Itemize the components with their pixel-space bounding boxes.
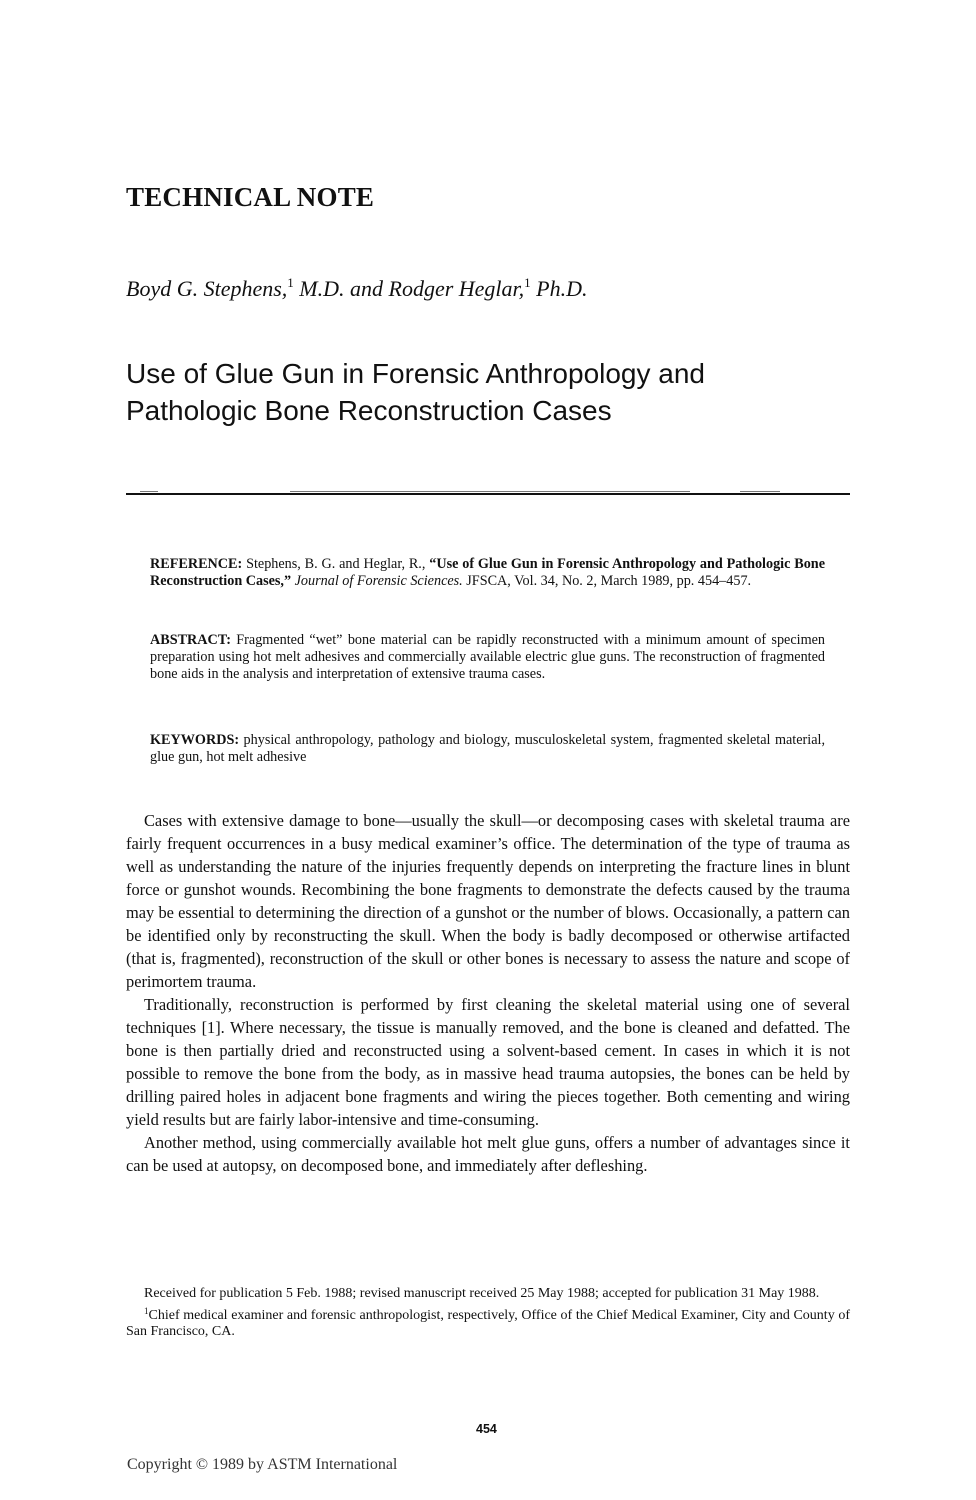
abstract-text: Fragmented “wet” bone material can be rapidly reconstructed with a minimum amount of specimen preparation using hot melt adhesives and commercially available electric glue guns. The reconstruction of fragmented bone aids in the analysis and interpretation of extensive trauma cases. (150, 632, 825, 682)
body-paragraph: Cases with extensive damage to bone—usually the skull—or decomposing cases with skeletal trauma are fairly frequent occurrences in a busy medical examiner’s office. The determination of the type of trauma as well as understanding the nature of the injuries frequently depends on interpreting the fracture lines in blunt force or gunshot wounds. Recombining the bone fragments to demonstrate the defects caused by the trauma may be essential to determining the direction of a gunshot or the number of blows. Occasionally, a pattern can be identified only by reconstructing the skull. When the body is badly decomposed or otherwise artifacted (that is, fragmented), reconstruction of the skull or other bones is necessary to assess the nature and scope of perimortem trauma. (126, 811, 850, 991)
received-note: Received for publication 5 Feb. 1988; revised manuscript received 25 May 1988; accepted for publication 31 May 1988. (144, 1286, 820, 1301)
page-number: 454 (476, 1422, 497, 1436)
keywords-text: physical anthropology, pathology and biology, musculoskeletal system, fragmented skeletal material, glue gun, hot melt adhesive (150, 732, 825, 765)
reference-title: “Use of Glue Gun in Forensic Anthropology and Pathologic Bone Reconstruction Cases,” (150, 556, 825, 589)
divider-artifact (140, 491, 158, 492)
title-divider (126, 493, 850, 495)
keywords-label: KEYWORDS: (150, 732, 240, 748)
keywords-block (150, 732, 825, 766)
author-2-name: Rodger Heglar, (388, 276, 525, 301)
author-2-degree: Ph.D. (530, 276, 588, 301)
article-title (126, 355, 846, 429)
body-paragraph: Traditionally, reconstruction is performed by first cleaning the skeletal material using one of several techniques [1]. Where necessary, the tissue is manually removed, and the bone is cleaned and defatted. The bone is then partially dried and reconstructed using a solvent-based cement. In cases in which it is not possible to remove the bone from the body, as in massive head trauma autopsies, the bones can be held by drilling paired holes in adjacent bone fragments and wiring the pieces together. Both cementing and wiring yield results but are fairly labor-intensive and time-consuming. (126, 995, 850, 1129)
abstract-label: ABSTRACT: (150, 632, 231, 648)
reference-label: REFERENCE: (150, 556, 243, 572)
abstract-block (150, 632, 825, 683)
copyright-notice: Copyright © 1989 by ASTM International (127, 1456, 398, 1473)
affiliation-mark: 1 (144, 1305, 149, 1316)
divider-artifact (740, 491, 780, 492)
article-title-line-2: Pathologic Bone Reconstruction Cases (126, 395, 612, 426)
author-1-degree: M.D. and (293, 276, 389, 301)
author-line (126, 275, 588, 302)
affiliation-note (126, 1303, 850, 1341)
reference-journal: Journal of Forensic Sciences. (291, 573, 463, 589)
reference-authors: Stephens, B. G. and Heglar, R., (242, 556, 430, 572)
section-label: TECHNICAL NOTE (126, 182, 375, 212)
author-1-name: Boyd G. Stephens, (126, 276, 288, 301)
footnotes (126, 1286, 850, 1341)
affiliation-mark: 1 (287, 275, 294, 290)
body-text (126, 809, 850, 1177)
article-title-line-1: Use of Glue Gun in Forensic Anthropology and (126, 358, 706, 389)
reference-details: JFSCA, Vol. 34, No. 2, March 1989, pp. 454–457. (462, 573, 752, 589)
divider-artifact (290, 491, 690, 492)
affiliation-text: Chief medical examiner and forensic anthropologist, respectively, Office of the Chief Medical Examiner, City and County of San Francisco, CA. (126, 1307, 850, 1339)
affiliation-mark: 1 (524, 275, 531, 290)
body-paragraph: Another method, using commercially available hot melt glue guns, offers a number of advantages since it can be used at autopsy, on decomposed bone, and immediately after defleshing. (126, 1133, 850, 1175)
reference-block (150, 556, 825, 590)
